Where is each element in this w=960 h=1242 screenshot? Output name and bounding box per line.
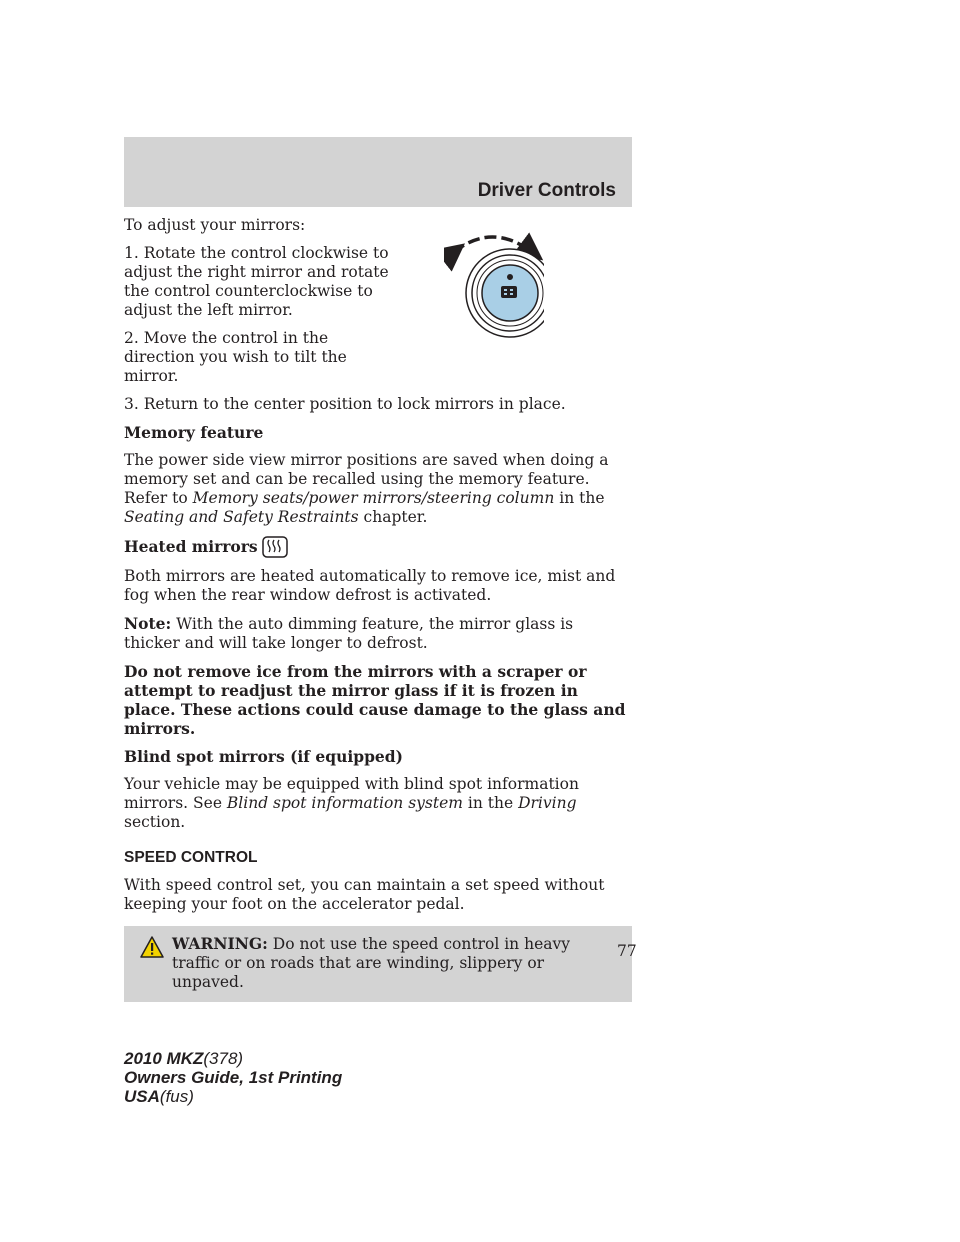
blind-ref-1: Blind spot information system [226, 794, 463, 812]
heated-mirror-icon [262, 536, 288, 558]
page-title: Driver Controls [477, 180, 616, 201]
memory-ref-2: Seating and Safety Restraints [124, 508, 359, 526]
step-3: 3. Return to the center position to lock mirrors in place. [124, 395, 566, 413]
note-label: Note: [124, 614, 172, 633]
memory-heading: Memory feature [124, 423, 264, 442]
step-1: 1. Rotate the control clockwise to adjust the right mirror and rotate the control counterclockwise to adjust the left mirror. [124, 244, 389, 319]
blind-spot-paragraph: Your vehicle may be equipped with blind spot information mirrors. See Blind spot information system in the Driving section. [124, 775, 579, 831]
caution-paragraph: Do not remove ice from the mirrors with a scraper or attempt to readjust the mirror glass if it is frozen in place. These actions could cause damage to the glass and mirrors. [124, 662, 626, 738]
memory-paragraph: The power side view mirror positions are saved when doing a memory set and can be recalled using the memory feature. Refer to Memory seats/power mirrors/steering column in the Seating and Safety Restraints chapter. [124, 451, 609, 526]
header-band [124, 137, 632, 207]
speed-control-paragraph: With speed control set, you can maintain a set speed without keeping your foot on the accelerator pedal. [124, 876, 605, 913]
page-number: 77 [617, 942, 637, 960]
footer: 2010 MKZ(378) Owners Guide, 1st Printing USA(fus) [124, 1049, 343, 1106]
blind-spot-heading: Blind spot mirrors (if equipped) [124, 747, 403, 766]
heated-heading: Heated mirrors [124, 536, 632, 558]
warning-triangle-icon [140, 936, 164, 958]
note-paragraph: Note: With the auto dimming feature, the mirror glass is thicker and will take longer to defrost. [124, 614, 574, 652]
intro-text: To adjust your mirrors: [124, 216, 306, 234]
memory-ref-1: Memory seats/power mirrors/steering column [192, 489, 555, 507]
warning-text: Do not use the speed control in heavy traffic or on roads that are winding, slippery or unpaved. [172, 935, 571, 991]
warning-label: WARNING: [172, 934, 268, 953]
step-2: 2. Move the control in the direction you wish to tilt the mirror. [124, 329, 347, 385]
blind-ref-2: Driving [518, 794, 577, 812]
warning-box [124, 926, 632, 1002]
speed-control-heading: SPEED CONTROL [124, 849, 258, 866]
page-content [124, 216, 632, 1002]
heated-paragraph: Both mirrors are heated automatically to remove ice, mist and fog when the rear window defrost is activated. [124, 567, 616, 604]
